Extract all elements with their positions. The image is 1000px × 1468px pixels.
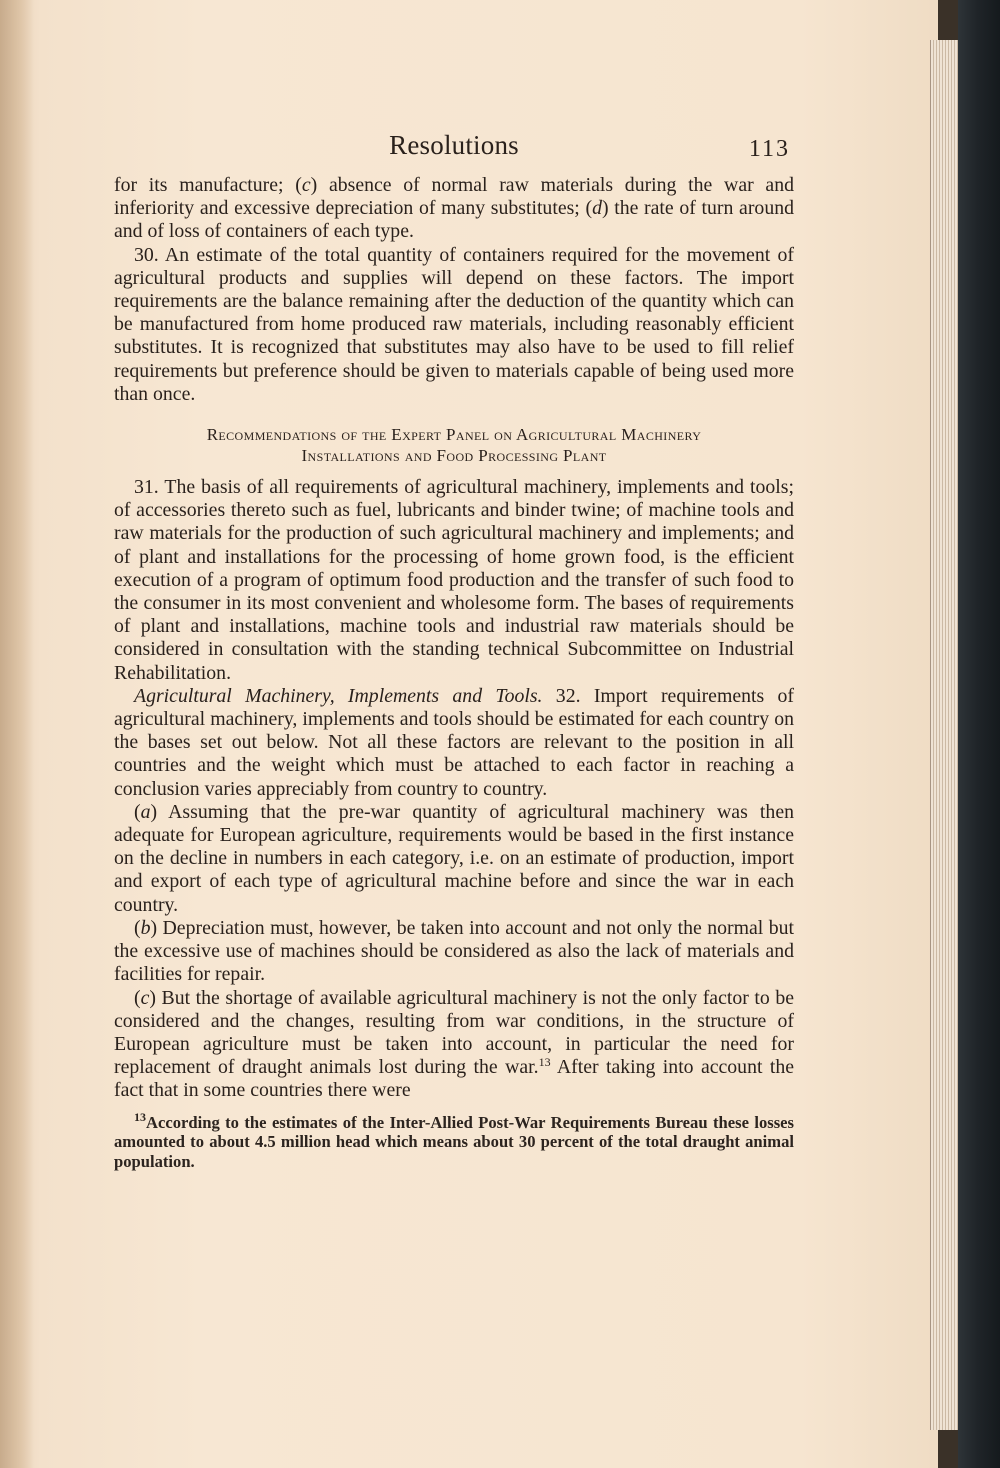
paragraph-32 <box>114 685 794 801</box>
running-head-title: Resolutions <box>389 130 519 160</box>
paragraph-30 <box>114 244 794 406</box>
page-number: 113 <box>748 136 790 162</box>
page-edges <box>930 40 959 1430</box>
italic-run: Agricultural Machinery, Implements and Tools. <box>134 684 543 707</box>
book-cover-edge <box>958 0 1000 1468</box>
running-head <box>114 128 794 174</box>
section-heading-line-1: Recommendations of the Expert Panel on Agricultural Machinery <box>206 425 702 445</box>
text-run: ( <box>134 916 141 939</box>
text-run: ( <box>134 800 141 823</box>
page-content <box>114 128 794 1171</box>
text-run: for its manufacture; ( <box>114 174 302 196</box>
paragraph-c <box>114 987 794 1103</box>
italic-run: c <box>301 174 311 196</box>
text-run: ( <box>134 986 141 1009</box>
italic-run: a <box>140 800 151 823</box>
paragraph-a <box>114 801 794 917</box>
italic-run: c <box>140 986 150 1009</box>
text-run: ) Assuming that the pre-war quantity of agricultural machinery was then adequate for European agriculture, requirements would be based in the first instance on the decline in numbers in each category, i.e. on an estimate of production, import and export of each type of agricultural machine before and since the war in each country. <box>114 800 794 916</box>
text-run: After taking into account the fact that in some countries there were <box>114 1056 794 1102</box>
footnote-marker: 13 <box>134 1109 146 1124</box>
paragraph-continued <box>114 174 794 244</box>
section-heading <box>114 424 794 466</box>
footnote-marker: 13 <box>538 1055 551 1070</box>
text-run: According to the estimates of the Inter-Allied Post-War Requirements Bureau these losses amounted to about 4.5 million head which means about 30 percent of the total draught animal population. <box>114 1112 794 1171</box>
text-run: 32. Import requirements of agricultural machinery, implements and tools should be estimated for each country on the bases set out below. Not all these factors are relevant to the position in all countries and the weight which must be attached to each factor in reaching a conclusion varies appreciably from country to country. <box>114 684 794 800</box>
text-run: 30. An estimate of the total quantity of containers required for the movement of agricultural products and supplies will depend on these factors. The import requirements are the balance remaining after the deduction of the quantity which can be manufactured from home produced raw materials, including reasonably efficient substitutes. It is recognized that substitutes may also have to be used to fill relief requirements but preference should be given to materials capable of being used more than once. <box>114 243 794 405</box>
footnote-13 <box>114 1109 794 1172</box>
paragraph-b <box>114 917 794 987</box>
paragraph-31 <box>114 476 794 685</box>
text-run: 31. The basis of all requirements of agricultural machinery, implements and tools; of accessories thereto such as fuel, lubricants and binder twine; of machine tools and raw materials for the production of such agricultural machinery and implements; and of plant and installations for the processing of home grown food, is the efficient execution of a program of optimum food production and the transfer of such food to the consumer in its most convenient and wholesome form. The bases of requirements of plant and installations, machine tools and industrial raw materials should be considered in consultation with the standing technical Subcommittee on Industrial Rehabilitation. <box>114 476 794 684</box>
italic-run: b <box>140 916 151 939</box>
page-gutter-shadow <box>0 0 34 1468</box>
text-run: ) the rate of turn around and of loss of containers of each type. <box>114 197 794 243</box>
section-heading-line-2: Installations and Food Processing Plant <box>301 446 607 466</box>
text-run: ) absence of normal raw materials during the war and inferiority and excessive depreciation of many substitutes; ( <box>114 174 794 220</box>
italic-run: d <box>592 197 602 220</box>
text-run: ) Depreciation must, however, be taken into account and not only the normal but the excessive use of machines should be considered as also the lack of materials and facilities for repair. <box>114 916 794 986</box>
text-run: ) But the shortage of available agricultural machinery is not the only factor to be considered and the changes, resulting from war conditions, in the structure of European agriculture must be taken into account, in particular the need for replacement of draught animals lost during the war. <box>114 986 794 1079</box>
